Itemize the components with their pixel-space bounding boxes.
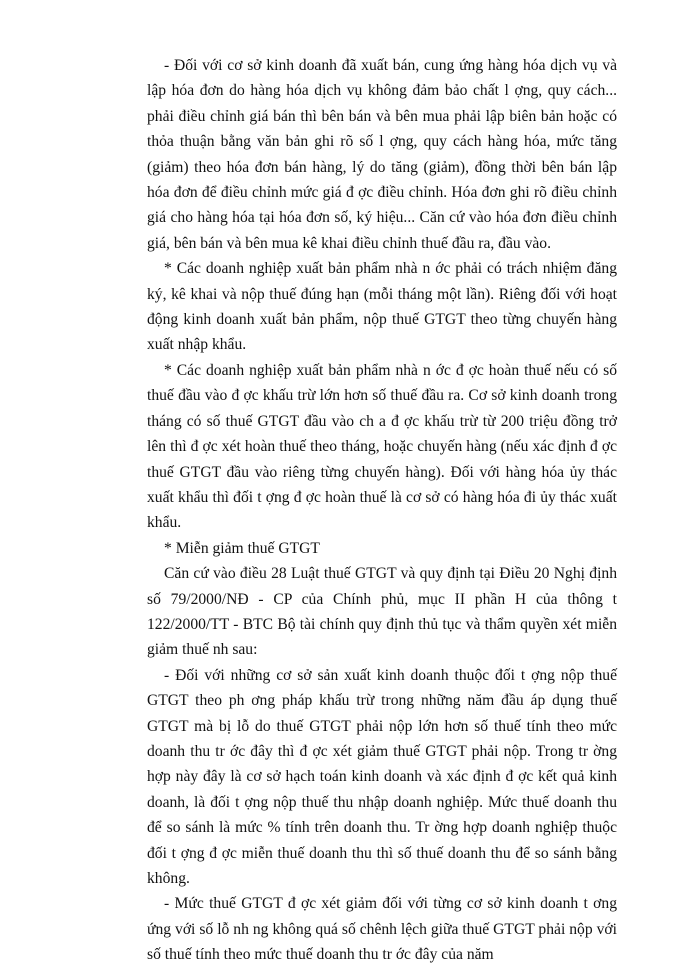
paragraph-tax-refund: * Các doanh nghiệp xuất bản phẩm nhà n ớc đ ợc hoàn thuế nếu có số thuế đầu vào đ ợc khấu trừ lớn hơn số thuế đầu ra. Cơ sở kinh doanh trong tháng có số thuế GTGT đầu vào ch a đ ợc khấu trừ từ 200 triệu đồng trở lên thì đ ợc xét hoàn thuế theo tháng, hoặc chuyến hàng (nếu xác định đ ợc thuế GTGT đầu vào riêng từng chuyến hàng). Đối với hàng hóa ủy thác xuất khẩu thì đối t ợng đ ợc hoàn thuế là cơ sở có hàng hóa đi ủy thác xuất khẩu. [147, 361, 617, 532]
paragraph-business-loss: - Đối với những cơ sở sản xuất kinh doanh thuộc đối t ợng nộp thuế GTGT theo ph ơng pháp khấu trừ trong những năm đầu áp dụng thuế GTGT mà bị lỗ do thuế GTGT phải nộp lớn hơn số thuế tính theo mức doanh thu tr ớc đây thì đ ợc xét giảm thuế GTGT phải nộp. Trong tr ờng hợp này đây là cơ sở hạch toán kinh doanh và xác định đ ợc kết quả kinh doanh, là đối t ợng nộp thuế thu nhập doanh nghiệp. Mức thuế doanh thu để so sánh là mức % tính trên doanh thu. Tr ờng hợp doanh nghiệp thuộc đối t ợng đ ợc miễn thuế doanh thu thì số thuế doanh thu để so sánh bằng không. [147, 666, 617, 887]
paragraph-registration: * Các doanh nghiệp xuất bản phẩm nhà n ớc phải có trách nhiệm đăng ký, kê khai và nộp thuế đúng hạn (mỗi tháng một lần). Riêng đối với hoạt động kinh doanh xuất bản phẩm, nộp thuế GTGT theo từng chuyến hàng xuất nhập khẩu. [147, 260, 617, 354]
paragraph-reduction-level: - Mức thuế GTGT đ ợc xét giảm đối với từng cơ sở kinh doanh t ơng ứng với số lỗ nh ng không quá số chênh lệch giữa thuế GTGT phải nộp với số thuế tính theo mức thuế doanh thu tr ớc đây của năm [147, 895, 617, 964]
section-heading-tax-exemption: * Miễn giảm thuế GTGT [164, 539, 320, 557]
document-body [147, 53, 617, 968]
paragraph-price-adjustment: - Đối với cơ sở kinh doanh đã xuất bán, cung ứng hàng hóa dịch vụ và lập hóa đơn do hàng hóa dịch vụ không đảm bảo chất l ợng, quy cách... phải điều chỉnh giá bán thì bên bán và bên mua phải lập biên bản hoặc có thỏa thuận bằng văn bản ghi rõ số l ợng, quy cách hàng hóa, mức tăng (giảm) theo hóa đơn bán hàng, lý do tăng (giảm), đồng thời bên bán lập hóa đơn để điều chỉnh mức giá đ ợc điều chỉnh. Hóa đơn ghi rõ điều chỉnh giá cho hàng hóa tại hóa đơn số, ký hiệu... Căn cứ vào hóa đơn điều chỉnh giá, bên bán và bên mua kê khai điều chỉnh thuế đầu ra, đầu vào. [147, 57, 617, 252]
paragraph-legal-basis: Căn cứ vào điều 28 Luật thuế GTGT và quy định tại Điều 20 Nghị định số 79/2000/NĐ - CP của Chính phủ, mục II phần H của thông t 122/2000/TT - BTC Bộ tài chính quy định thủ tục và thẩm quyền xét miễn giảm thuế nh sau: [147, 565, 617, 659]
